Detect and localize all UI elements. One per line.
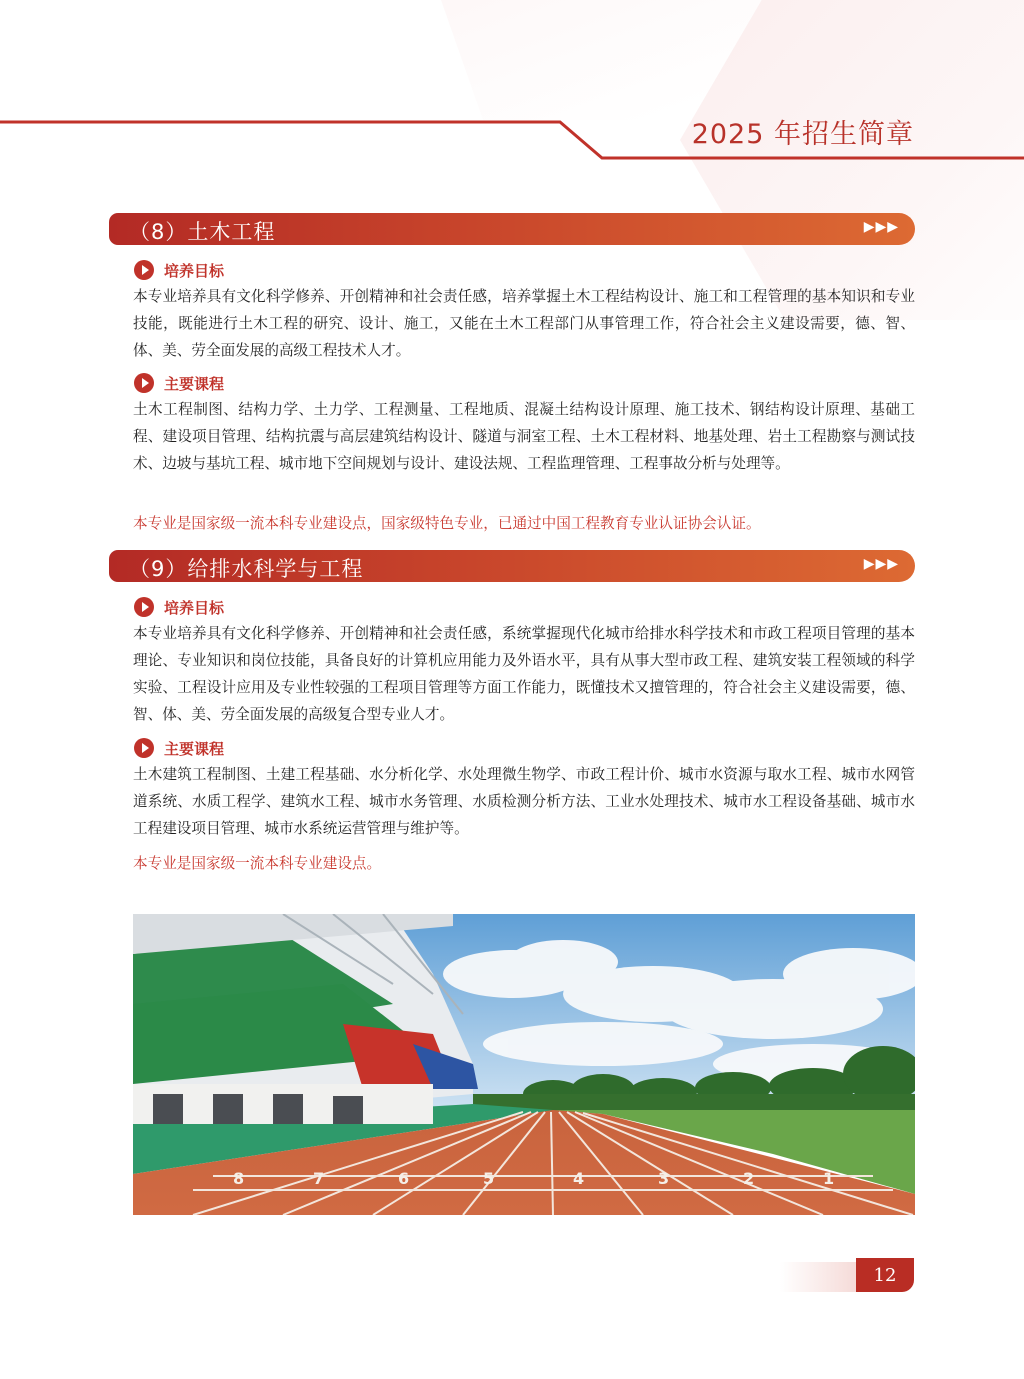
lane-number: 3: [658, 1169, 670, 1188]
play-bullet-icon: [134, 738, 154, 758]
subhead-label: 培养目标: [164, 261, 225, 280]
accreditation-note: 本专业是国家级一流本科专业建设点，国家级特色专业，已通过中国工程教育专业认证协会认证。: [133, 515, 761, 532]
triple-arrow-icon: ▶▶▶: [863, 219, 899, 235]
lane-number: 5: [483, 1169, 495, 1188]
goal-paragraph: 本专业培养具有文化科学修养、开创精神和社会责任感，系统掌握现代化城市给排水科学技术和市政工程项目管理的基本理论、专业知识和岗位技能，具备良好的计算机应用能力及外语水平，具有从事大型市政工程、建筑安装工程领域的科学实验、工程设计应用及专业性较强的工程项目管理等方面工作能力，既懂技术又擅管理的，符合社会主义建设需要，德、智、体、美、劳全面发展的高级复合型专业人才。: [133, 625, 915, 723]
subhead-goal: [134, 596, 224, 618]
lane-number: 6: [398, 1169, 410, 1188]
stadium-photo: [133, 914, 915, 1215]
section-bar-water-engineering: [109, 550, 915, 582]
subhead-courses: [134, 372, 224, 394]
lane-number: 4: [573, 1169, 585, 1188]
page-number: 12: [856, 1258, 914, 1292]
section-title: （8）土木工程: [129, 220, 276, 244]
lane-number: 8: [233, 1169, 245, 1188]
lane-number: 1: [823, 1169, 835, 1188]
lane-number: 7: [313, 1169, 325, 1188]
triple-arrow-icon: ▶▶▶: [863, 556, 899, 572]
page-number-strip: [780, 1262, 860, 1292]
subhead-label: 主要课程: [164, 739, 225, 758]
goal-paragraph: 本专业培养具有文化科学修养、开创精神和社会责任感，培养掌握土木工程结构设计、施工和工程管理的基本知识和专业技能，既能进行土木工程的研究、设计、施工，又能在土木工程部门从事管理工作，符合社会主义建设需要，德、智、体、美、劳全面发展的高级工程技术人才。: [133, 288, 915, 359]
subhead-label: 培养目标: [164, 598, 225, 617]
play-bullet-icon: [134, 373, 154, 393]
play-bullet-icon: [134, 260, 154, 280]
play-bullet-icon: [134, 597, 154, 617]
section-bar-civil-engineering: [109, 213, 915, 245]
course-paragraph: 土木建筑工程制图、土建工程基础、水分析化学、水处理微生物学、市政工程计价、城市水资源与取水工程、城市水网管道系统、水质工程学、建筑水工程、城市水务管理、水质检测分析方法、工业水处理技术、城市水工程设备基础、城市水工程建设项目管理、城市水系统运营管理与维护等。: [133, 766, 915, 837]
header-title: 2025 年招生简章: [691, 119, 914, 150]
subhead-goal: [134, 259, 224, 281]
accreditation-note: 本专业是国家级一流本科专业建设点。: [133, 855, 382, 872]
course-paragraph: 土木工程制图、结构力学、土力学、工程测量、工程地质、混凝土结构设计原理、施工技术、钢结构设计原理、基础工程、建设项目管理、结构抗震与高层建筑结构设计、隧道与洞室工程、土木工程材料、地基处理、岩土工程勘察与测试技术、边坡与基坑工程、城市地下空间规划与设计、建设法规、工程监理管理、工程事故分析与处理等。: [133, 401, 915, 472]
section-title: （9）给排水科学与工程: [129, 557, 364, 581]
subhead-label: 主要课程: [164, 374, 225, 393]
subhead-courses: [134, 737, 224, 759]
lane-number: 2: [743, 1169, 755, 1188]
